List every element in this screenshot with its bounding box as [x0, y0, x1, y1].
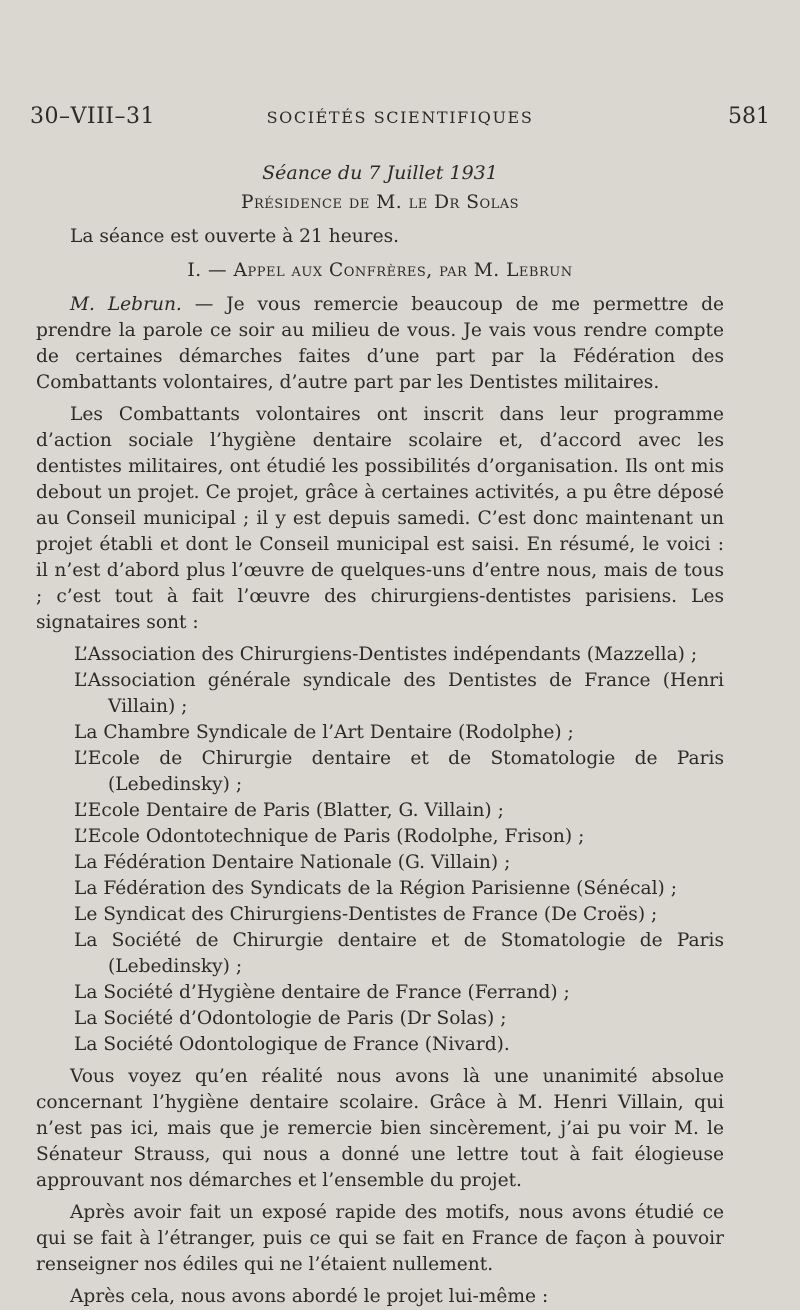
list-item: L’Ecole Odontotechnique de Paris (Rodolphe, Frison) ;	[74, 826, 585, 847]
page-number: 581	[728, 104, 770, 129]
paragraph-1-text: — Je vous remercie beaucoup de me permettre de prendre la parole ce soir au milieu de vous. Je vais vous rendre compte de certaines démarches faites d’une part par la Fédération des Combattants volontaires, d’autre part par les Dentistes militaires.	[36, 294, 724, 393]
list-item: La Fédération Dentaire Nationale (G. Villain) ;	[74, 852, 511, 873]
list-item: La Société d’Hygiène dentaire de France (Ferrand) ;	[74, 982, 570, 1003]
list-item: La Société de Chirurgie dentaire et de Stomatologie de Paris (Lebedinsky) ;	[74, 930, 724, 977]
list-item: L’Ecole de Chirurgie dentaire et de Stomatologie de Paris (Lebedinsky) ;	[74, 748, 724, 795]
list-item: L’Ecole Dentaire de Paris (Blatter, G. Villain) ;	[74, 800, 504, 821]
page-body	[36, 160, 724, 1310]
session-presidence: Présidence de M. le Dr Solas	[240, 192, 520, 213]
session-opening: La séance est ouverte à 21 heures.	[70, 226, 400, 247]
section-heading: I. — Appel aux Confrères, par M. Lebrun	[187, 260, 573, 281]
list-item: L’Association des Chirurgiens-Dentistes indépendants (Mazzella) ;	[74, 644, 698, 665]
speaker-name: M. Lebrun.	[70, 294, 182, 315]
signatories-list	[36, 642, 724, 1058]
running-header	[30, 104, 770, 132]
list-item: La Société d’Odontologie de Paris (Dr Solas) ;	[74, 1008, 507, 1029]
list-item: Le Syndicat des Chirurgiens-Dentistes de France (De Croës) ;	[74, 904, 658, 925]
session-title: Séance du 7 Juillet 1931	[262, 162, 498, 184]
paragraph-4: Après avoir fait un exposé rapide des motifs, nous avons étudié ce qui se fait à l’étranger, puis ce qui se fait en France de façon à pouvoir renseigner nos édiles qui ne l’étaient nullement.	[36, 1202, 724, 1275]
header-title: SOCIÉTÉS SCIENTIFIQUES	[266, 108, 534, 127]
paragraph-3: Vous voyez qu’en réalité nous avons là une unanimité absolue concernant l’hygiène dentaire scolaire. Grâce à M. Henri Villain, qui n’est pas ici, mais que je remercie bien sincèrement, j’ai pu voir M. le Sénateur Strauss, qui nous a donné une lettre tout à fait élogieuse approuvant nos démarches et l’ensemble du projet.	[36, 1066, 724, 1191]
header-date: 30–VIII–31	[30, 104, 155, 129]
paragraph-1	[36, 292, 724, 396]
paragraph-5: Après cela, nous avons abordé le projet lui-même :	[70, 1286, 549, 1307]
list-item: La Chambre Syndicale de l’Art Dentaire (Rodolphe) ;	[74, 722, 574, 743]
list-item: L’Association générale syndicale des Dentistes de France (Henri Villain) ;	[74, 670, 724, 717]
list-item: La Société Odontologique de France (Nivard).	[74, 1034, 510, 1055]
paragraph-2: Les Combattants volontaires ont inscrit dans leur programme d’action sociale l’hygiène dentaire scolaire et, d’accord avec les dentistes militaires, ont étudié les possibilités d’organisation. Ils ont mis debout un projet. Ce projet, grâce à certaines activités, a pu être déposé au Conseil municipal ; il y est depuis samedi. C’est donc maintenant un projet établi et dont le Conseil municipal est saisi. En résumé, le voici : il n’est d’abord plus l’œuvre de quelques-uns d’entre nous, mais de tous ; c’est tout à fait l’œuvre des chirurgiens-dentistes parisiens. Les signataires sont :	[36, 404, 724, 633]
list-item: La Fédération des Syndicats de la Région Parisienne (Sénécal) ;	[74, 878, 677, 899]
